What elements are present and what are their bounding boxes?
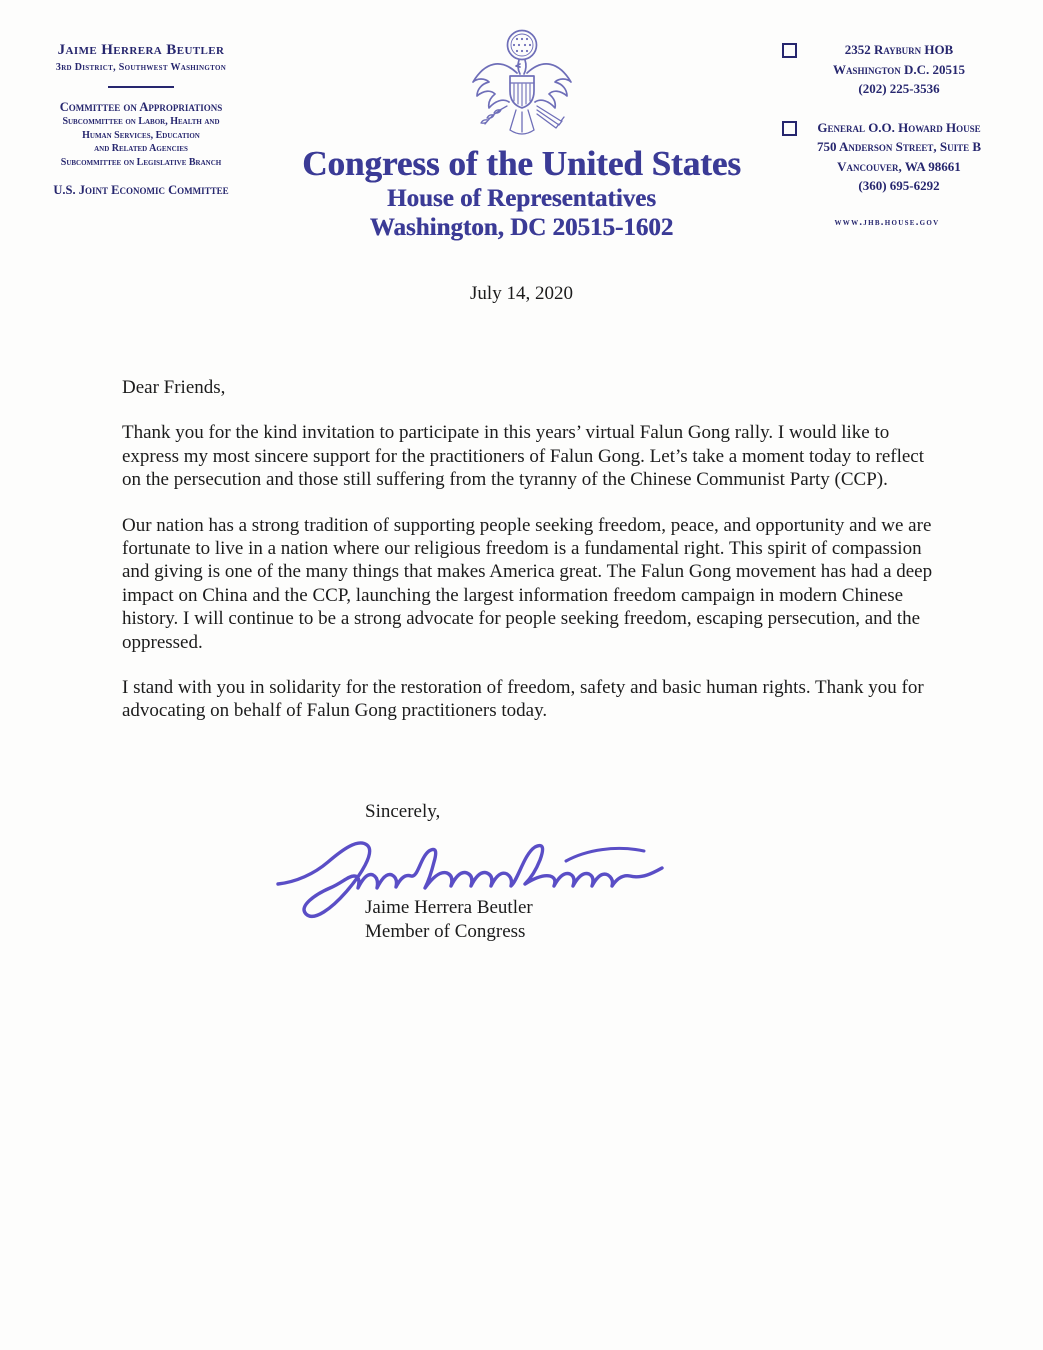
header-subtitle: House of Representatives: [387, 185, 656, 212]
header-title: Congress of the United States: [302, 144, 741, 183]
website-url: www.jhb.house.gov: [834, 216, 940, 228]
header-address: Washington, DC 20515-1602: [369, 214, 674, 241]
signer-name: Jaime Herrera Beutler: [365, 897, 533, 918]
letter-date: July 14, 2020: [470, 283, 573, 304]
congress-seal-icon: [457, 26, 587, 138]
paragraph-3: I stand with you in solidarity for the restoration of freedom, safety and basic human rights. Thank you for advocating on behalf of Falun Gong practitioners today.: [122, 677, 924, 722]
signer-title: Member of Congress: [365, 921, 526, 942]
office-dc: [776, 40, 998, 99]
checkbox-icon: [782, 121, 797, 136]
office-dc-line1: 2352 Rayburn HOB: [844, 42, 954, 57]
committee-appropriations: Committee on Appropriations: [59, 100, 223, 114]
subcommittee-legislative: Subcommittee on Legislative Branch: [60, 156, 222, 168]
checkbox-icon: [782, 43, 797, 58]
office-district-line1: General O.O. Howard House: [817, 119, 981, 135]
letter-body: [122, 376, 942, 745]
subcommittee-labor-line1: Subcommittee on Labor, Health and: [62, 116, 220, 127]
joint-economic-committee: U.S. Joint Economic Committee: [53, 183, 229, 197]
letterhead-right-column: [776, 40, 998, 228]
office-dc-line2: Washington D.C. 20515: [832, 61, 966, 77]
office-dc-line3: (202) 225-3536: [858, 81, 940, 96]
office-district-line3: Vancouver, WA 98661: [837, 158, 961, 174]
salutation: Dear Friends,: [122, 377, 226, 398]
office-district: [776, 118, 998, 196]
office-district-line4: (360) 695-6292: [858, 178, 940, 193]
paragraph-1: Thank you for the kind invitation to participate in this years’ virtual Falun Gong rally. I would like to express my most sincere support for the practitioners of Falun Gong. Let’s take a moment today to reflect on the persecution and those still suffering from the tyranny of the Chinese Communist Party (CCP).: [122, 422, 925, 491]
subcommittee-labor-line3: and Related Agencies: [94, 143, 188, 154]
member-name: Jaime Herrera Beutler: [57, 42, 225, 58]
valediction: Sincerely,: [365, 801, 441, 822]
member-district: 3rd District, Southwest Washington: [55, 62, 227, 73]
office-district-line2: 750 Anderson Street, Suite B: [816, 139, 982, 154]
subcommittee-labor-line2: Human Services, Education: [82, 129, 200, 141]
paragraph-2: Our nation has a strong tradition of supporting people seeking freedom, peace, and opportunity and we are fortunate to live in a nation where our religious freedom is a fundamental right. This spirit of compassion and giving is one of the many things that makes America great. The Falun Gong movement has had a deep impact on China and the CCP, launching the largest information freedom campaign in modern Chinese history. I will continue to be a strong advocate for people seeking freedom, escaping persecution, and the oppressed.: [122, 514, 933, 653]
